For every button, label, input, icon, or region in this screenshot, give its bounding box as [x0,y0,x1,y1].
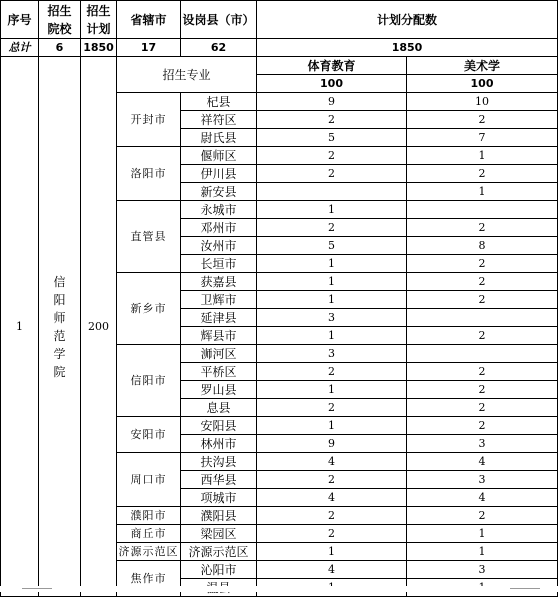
total-cities: 17 [117,39,181,57]
art-count: 2 [407,255,558,273]
page-bottom-edge [0,586,559,592]
county-name: 尉氏县 [181,129,257,147]
city-name: 焦作市 [130,571,167,585]
pe-count: 5 [257,129,407,147]
pe-count: 2 [257,471,407,489]
major-count-pe: 100 [257,75,407,93]
art-count: 2 [407,381,558,399]
pe-count: 4 [257,561,407,579]
art-count [407,345,558,363]
art-count: 2 [407,327,558,345]
pe-count: 9 [257,93,407,111]
city-name: 济源示范区 [118,544,179,558]
entry-school [39,57,81,597]
entry-plan: 200 [81,57,117,597]
pe-count: 1 [257,273,407,291]
city-cell [117,417,181,453]
art-count: 4 [407,453,558,471]
total-schools: 6 [39,39,81,57]
pe-count [257,183,407,201]
city-name: 开封市 [130,112,167,126]
county-name: 卫辉市 [181,291,257,309]
total-plan: 1850 [81,39,117,57]
county-name: 济源示范区 [181,543,257,561]
art-count: 8 [407,237,558,255]
pe-count: 2 [257,219,407,237]
art-count: 3 [407,435,558,453]
art-count: 3 [407,471,558,489]
header-school-text: 招生院校 [47,3,72,36]
county-name: 项城市 [181,489,257,507]
pe-count: 2 [257,399,407,417]
art-count: 7 [407,129,558,147]
pe-count: 5 [257,237,407,255]
pe-count: 4 [257,453,407,471]
county-name: 息县 [181,399,257,417]
header-seq: 序号 [1,1,39,39]
art-count: 2 [407,219,558,237]
art-count: 2 [407,417,558,435]
county-name: 浉河区 [181,345,257,363]
county-name: 延津县 [181,309,257,327]
city-name: 濮阳市 [130,508,167,522]
city-cell [117,525,181,543]
pe-count: 1 [257,201,407,219]
header-school [39,1,81,39]
city-name: 直管县 [130,229,167,243]
county-name: 邓州市 [181,219,257,237]
pe-count: 1 [257,381,407,399]
total-label: 总计 [1,39,39,57]
county-name: 祥符区 [181,111,257,129]
county-name: 濮阳县 [181,507,257,525]
pe-count: 1 [257,291,407,309]
county-name: 偃师区 [181,147,257,165]
bottom-rule-right [510,588,540,589]
art-count [407,309,558,327]
pe-count: 2 [257,165,407,183]
pe-count: 4 [257,489,407,507]
city-cell [117,273,181,345]
major-count-art: 100 [407,75,558,93]
art-count: 4 [407,489,558,507]
pe-count: 2 [257,363,407,381]
county-name: 扶沟县 [181,453,257,471]
county-name: 永城市 [181,201,257,219]
pe-count: 1 [257,255,407,273]
pe-count: 3 [257,345,407,363]
city-cell [117,453,181,507]
county-name: 新安县 [181,183,257,201]
art-count: 10 [407,93,558,111]
pe-count: 1 [257,543,407,561]
city-name: 商丘市 [130,526,167,540]
county-name: 汝州市 [181,237,257,255]
county-name: 平桥区 [181,363,257,381]
county-name: 林州市 [181,435,257,453]
art-count: 2 [407,363,558,381]
county-name: 安阳县 [181,417,257,435]
art-count: 3 [407,561,558,579]
county-name: 长垣市 [181,255,257,273]
pe-count: 2 [257,507,407,525]
city-name: 安阳市 [130,427,167,441]
pe-count: 2 [257,111,407,129]
art-count: 2 [407,291,558,309]
entry-seq: 1 [1,57,39,597]
pe-count: 1 [257,327,407,345]
county-name: 梁园区 [181,525,257,543]
art-count: 1 [407,183,558,201]
total-distribution: 1850 [257,39,558,57]
pe-count: 1 [257,417,407,435]
pe-count: 9 [257,435,407,453]
city-name: 新乡市 [130,301,167,315]
county-name: 辉县市 [181,327,257,345]
city-cell [117,201,181,273]
header-city: 省辖市 [117,1,181,39]
header-county: 设岗县（市） [181,1,257,39]
art-count [407,201,558,219]
pe-count: 3 [257,309,407,327]
county-name: 沁阳市 [181,561,257,579]
city-cell [117,345,181,417]
city-name: 洛阳市 [130,166,167,180]
city-name: 信阳市 [130,373,167,387]
city-cell [117,543,181,561]
major-name-pe: 体育教育 [257,57,407,75]
county-name: 西华县 [181,471,257,489]
art-count: 2 [407,165,558,183]
header-plan-text: 招生计划 [86,3,111,36]
county-name: 获嘉县 [181,273,257,291]
pe-count: 2 [257,147,407,165]
bottom-rule-left [22,588,52,589]
major-label: 招生专业 [117,57,257,93]
header-plan [81,1,117,39]
header-distribution: 计划分配数 [257,1,558,39]
total-counties: 62 [181,39,257,57]
pe-count: 2 [257,525,407,543]
art-count: 1 [407,543,558,561]
county-name: 杞县 [181,93,257,111]
county-name: 罗山县 [181,381,257,399]
art-count: 2 [407,273,558,291]
city-cell [117,507,181,525]
art-count: 1 [407,147,558,165]
art-count: 2 [407,111,558,129]
art-count: 2 [407,507,558,525]
city-name: 周口市 [130,472,167,486]
major-name-art: 美术学 [407,57,558,75]
county-name: 伊川县 [181,165,257,183]
city-cell [117,93,181,147]
city-cell [117,147,181,201]
art-count: 2 [407,399,558,417]
art-count: 1 [407,525,558,543]
entry-school-text: 信阳师范学院 [53,274,66,379]
